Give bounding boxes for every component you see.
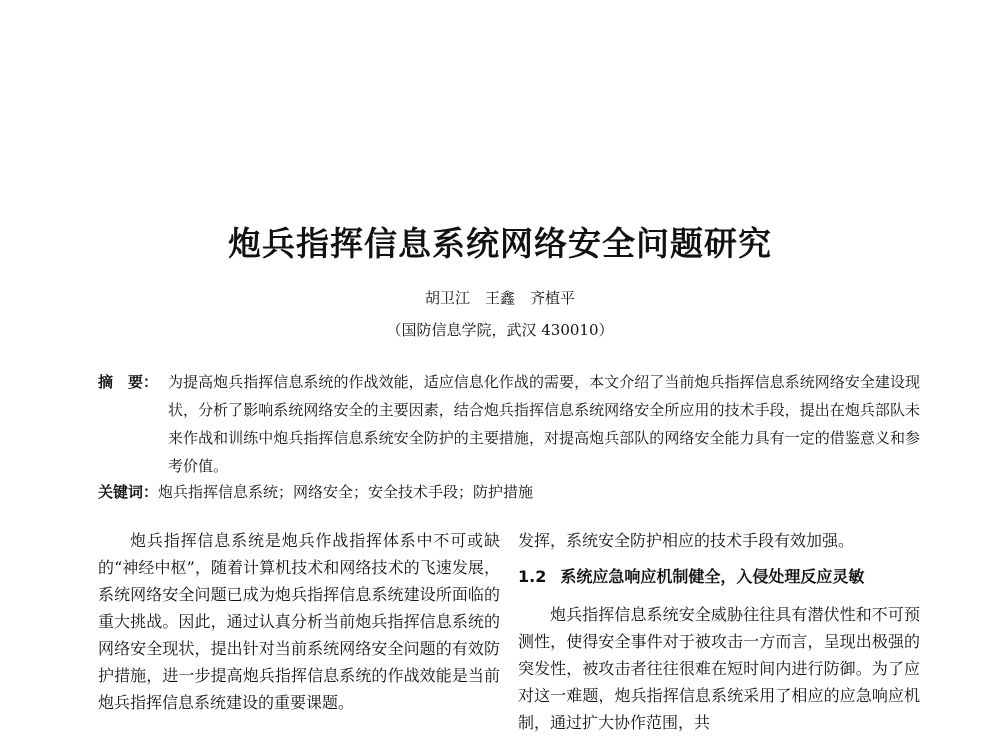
abstract-block xyxy=(98,368,920,480)
keywords-block xyxy=(98,478,920,506)
body-column-left xyxy=(98,527,500,716)
body-column-right xyxy=(518,527,920,736)
keywords-label: 关键词： xyxy=(98,483,159,501)
section-paragraph: 炮兵指挥信息系统安全威胁往往具有潜伏性和不可预测性，使得安全事件对于被攻击一方而言，呈现出极强的突发性，被攻击者往往很难在短时间内进行防御。为了应对这一难题，炮兵指挥信息系统采用了相应的应急响应机制，通过扩大协作范围，共 xyxy=(518,605,920,732)
paper-title: 炮兵指挥信息系统网络安全问题研究 xyxy=(228,224,772,263)
section-number: 1.2 xyxy=(518,567,547,586)
author-list: 胡卫江 王鑫 齐植平 xyxy=(424,289,575,307)
section-heading xyxy=(518,564,920,590)
section-title: 系统应急响应机制健全，入侵处理反应灵敏 xyxy=(560,567,865,586)
abstract-text: 为提高炮兵指挥信息系统的作战效能，适应信息化作战的需要，本文介绍了当前炮兵指挥信息系统网络安全建设现状，分析了影响系统网络安全的主要因素，结合炮兵指挥信息系统网络安全所应用的技术手段，提出在炮兵部队未来作战和训练中炮兵指挥信息系统安全防护的主要措施，对提高炮兵部队的网络安全能力具有一定的借鉴意义和参考价值。 xyxy=(168,373,920,475)
affiliation: （国防信息学院，武汉 430010） xyxy=(386,321,614,339)
continued-paragraph: 发挥，系统安全防护相应的技术手段有效加强。 xyxy=(518,531,855,550)
keywords-text: 炮兵指挥信息系统；网络安全；安全技术手段；防护措施 xyxy=(158,483,534,501)
intro-paragraph: 炮兵指挥信息系统是炮兵作战指挥体系中不可或缺的“神经中枢”，随着计算机技术和网络技术的飞速发展，系统网络安全问题已成为炮兵指挥信息系统建设所面临的重大挑战。因此，通过认真分析当前炮兵指挥信息系统的网络安全现状，提出针对当前系统网络安全问题的有效防护措施，进一步提高炮兵指挥信息系统的作战效能是当前炮兵指挥信息系统建设的重要课题。 xyxy=(98,531,500,712)
abstract-label: 摘 要： xyxy=(98,373,159,391)
